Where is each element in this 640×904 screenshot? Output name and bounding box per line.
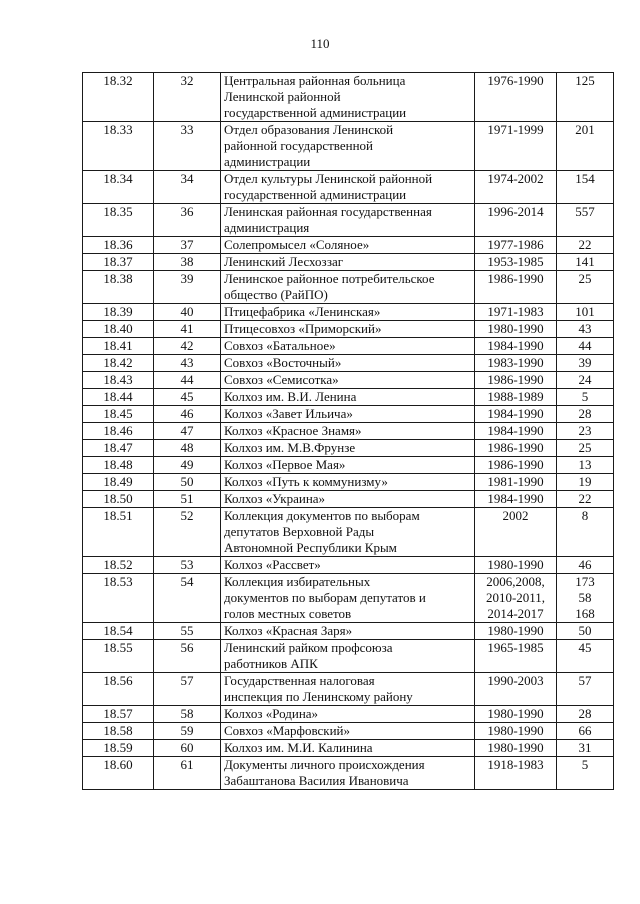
- count-cell-line: 5: [581, 389, 589, 404]
- count-cell: [557, 474, 614, 491]
- section-number-cell: 18.56: [83, 673, 154, 706]
- fond-name-cell: [221, 122, 475, 171]
- fond-name-cell-line: Забаштанова Василия Ивановича: [224, 773, 409, 788]
- years-cell-line: 1977-1986: [487, 237, 544, 252]
- years-cell-line: 1984-1990: [487, 338, 544, 353]
- section-number-cell: 18.54: [83, 623, 154, 640]
- count-cell: [557, 406, 614, 423]
- fond-name-cell-line: Документы личного происхождения: [224, 757, 425, 772]
- fond-name-cell: [221, 508, 475, 557]
- table-row: [83, 237, 614, 254]
- count-cell: [557, 254, 614, 271]
- count-cell-line: 8: [581, 508, 589, 523]
- count-cell: [557, 673, 614, 706]
- fond-name-cell-line: Солепромысел «Соляное»: [224, 237, 370, 252]
- section-number-cell: 18.55: [83, 640, 154, 673]
- count-cell-line: 22: [578, 237, 592, 252]
- count-cell: [557, 73, 614, 122]
- table-row: [83, 122, 614, 171]
- years-cell-line: 2002: [502, 508, 529, 523]
- count-cell-line: 28: [578, 406, 592, 421]
- section-number-cell: 18.44: [83, 389, 154, 406]
- count-cell-line: 101: [575, 304, 595, 319]
- years-cell: [475, 271, 557, 304]
- count-cell-line: 201: [575, 122, 595, 137]
- section-number-cell: 18.58: [83, 723, 154, 740]
- years-cell-line: 1980-1990: [487, 557, 544, 572]
- fond-name-cell-line: депутатов Верховной Рады: [224, 524, 375, 539]
- years-cell: [475, 673, 557, 706]
- years-cell-line: 1974-2002: [487, 171, 544, 186]
- section-number-cell: 18.34: [83, 171, 154, 204]
- count-cell: [557, 338, 614, 355]
- section-number-cell: 18.50: [83, 491, 154, 508]
- count-cell: [557, 389, 614, 406]
- years-cell: [475, 254, 557, 271]
- years-cell-line: 2006,2008,: [486, 574, 545, 589]
- fond-name-cell-line: Совхоз «Марфовский»: [224, 723, 351, 738]
- years-cell: [475, 423, 557, 440]
- years-cell-line: 2014-2017: [487, 606, 544, 621]
- fond-name-cell-line: Коллекция избирательных: [224, 574, 371, 589]
- years-cell-line: 1988-1989: [487, 389, 544, 404]
- count-cell-line: 25: [578, 440, 592, 455]
- fond-name-cell-line: государственной администрации: [224, 187, 407, 202]
- count-cell: [557, 740, 614, 757]
- fond-name-cell-line: работников АПК: [224, 656, 318, 671]
- section-number-cell: 18.38: [83, 271, 154, 304]
- fond-name-cell: [221, 640, 475, 673]
- count-cell: [557, 237, 614, 254]
- years-cell: [475, 389, 557, 406]
- fond-number-cell: 59: [154, 723, 221, 740]
- count-cell-line: 13: [578, 457, 592, 472]
- fond-number-cell: 36: [154, 204, 221, 237]
- fond-number-cell: 52: [154, 508, 221, 557]
- table-row: [83, 321, 614, 338]
- fond-name-cell-line: голов местных советов: [224, 606, 352, 621]
- fond-name-cell-line: Ленинской районной: [224, 89, 341, 104]
- fond-name-cell: [221, 355, 475, 372]
- years-cell: [475, 491, 557, 508]
- fond-name-cell-line: Колхоз «Путь к коммунизму»: [224, 474, 388, 489]
- years-cell-line: 1918-1983: [487, 757, 544, 772]
- fond-number-cell: 38: [154, 254, 221, 271]
- fond-number-cell: 41: [154, 321, 221, 338]
- fond-number-cell: 51: [154, 491, 221, 508]
- count-cell: [557, 355, 614, 372]
- years-cell: [475, 508, 557, 557]
- fond-name-cell: [221, 237, 475, 254]
- fond-name-cell: [221, 740, 475, 757]
- fond-name-cell: [221, 389, 475, 406]
- fond-name-cell: [221, 757, 475, 790]
- fond-name-cell: [221, 372, 475, 389]
- count-cell-line: 19: [578, 474, 592, 489]
- count-cell: [557, 508, 614, 557]
- fond-name-cell-line: Колхоз им. В.И. Ленина: [224, 389, 357, 404]
- table-row: [83, 171, 614, 204]
- years-cell: [475, 640, 557, 673]
- section-number-cell: 18.51: [83, 508, 154, 557]
- fond-number-cell: 57: [154, 673, 221, 706]
- count-cell-line: 50: [578, 623, 592, 638]
- fond-name-cell-line: Государственная налоговая: [224, 673, 375, 688]
- years-cell: [475, 372, 557, 389]
- fond-name-cell-line: Центральная районная больница: [224, 73, 406, 88]
- fond-number-cell: 46: [154, 406, 221, 423]
- fond-name-cell-line: Колхоз «Украина»: [224, 491, 326, 506]
- table-row: [83, 204, 614, 237]
- count-cell-line: 22: [578, 491, 592, 506]
- fond-number-cell: 61: [154, 757, 221, 790]
- section-number-cell: 18.36: [83, 237, 154, 254]
- fond-name-cell-line: Колхоз «Рассвет»: [224, 557, 321, 572]
- years-cell: [475, 474, 557, 491]
- table-row: [83, 740, 614, 757]
- years-cell-line: 1965-1985: [487, 640, 544, 655]
- table-row: [83, 557, 614, 574]
- table-row: [83, 254, 614, 271]
- count-cell-line: 39: [578, 355, 592, 370]
- years-cell-line: 1984-1990: [487, 406, 544, 421]
- section-number-cell: 18.53: [83, 574, 154, 623]
- table-row: [83, 304, 614, 321]
- fond-name-cell-line: Совхоз «Батальное»: [224, 338, 336, 353]
- fond-name-cell: [221, 440, 475, 457]
- fond-name-cell: [221, 706, 475, 723]
- count-cell: [557, 706, 614, 723]
- count-cell: [557, 423, 614, 440]
- years-cell-line: 1981-1990: [487, 474, 544, 489]
- count-cell-line: 44: [578, 338, 592, 353]
- table-row: [83, 491, 614, 508]
- fond-name-cell-line: государственной администрации: [224, 105, 407, 120]
- years-cell: [475, 237, 557, 254]
- years-cell-line: 1986-1990: [487, 372, 544, 387]
- section-number-cell: 18.60: [83, 757, 154, 790]
- fond-name-cell: [221, 557, 475, 574]
- years-cell-line: 2010-2011,: [485, 590, 546, 605]
- years-cell-line: 1986-1990: [487, 271, 544, 286]
- table-row: [83, 474, 614, 491]
- fond-number-cell: 53: [154, 557, 221, 574]
- section-number-cell: 18.57: [83, 706, 154, 723]
- section-number-cell: 18.39: [83, 304, 154, 321]
- years-cell: [475, 740, 557, 757]
- count-cell-line: 168: [575, 606, 595, 621]
- fond-number-cell: 42: [154, 338, 221, 355]
- count-cell: [557, 757, 614, 790]
- fond-number-cell: 34: [154, 171, 221, 204]
- years-cell-line: 1984-1990: [487, 423, 544, 438]
- years-cell-line: 1980-1990: [487, 321, 544, 336]
- table-body: [83, 73, 614, 790]
- years-cell: [475, 706, 557, 723]
- section-number-cell: 18.52: [83, 557, 154, 574]
- fond-number-cell: 44: [154, 372, 221, 389]
- count-cell: [557, 271, 614, 304]
- years-cell-line: 1971-1999: [487, 122, 544, 137]
- section-number-cell: 18.35: [83, 204, 154, 237]
- count-cell: [557, 723, 614, 740]
- table-row: [83, 508, 614, 557]
- fond-number-cell: 54: [154, 574, 221, 623]
- years-cell: [475, 557, 557, 574]
- years-cell-line: 1980-1990: [487, 623, 544, 638]
- fond-name-cell-line: документов по выборам депутатов и: [224, 590, 426, 605]
- section-number-cell: 18.48: [83, 457, 154, 474]
- count-cell-line: 43: [578, 321, 592, 336]
- fond-number-cell: 56: [154, 640, 221, 673]
- count-cell-line: 58: [578, 590, 592, 605]
- table-row: [83, 440, 614, 457]
- fond-name-cell-line: Колхоз «Красное Знамя»: [224, 423, 362, 438]
- count-cell-line: 173: [575, 574, 595, 589]
- fond-name-cell: [221, 574, 475, 623]
- table-row: [83, 423, 614, 440]
- fond-name-cell: [221, 171, 475, 204]
- fond-name-cell-line: Отдел образования Ленинской: [224, 122, 394, 137]
- fond-name-cell-line: Колхоз «Красная Заря»: [224, 623, 353, 638]
- fond-name-cell: [221, 474, 475, 491]
- fond-number-cell: 39: [154, 271, 221, 304]
- fond-name-cell: [221, 673, 475, 706]
- table-row: [83, 640, 614, 673]
- fond-name-cell: [221, 491, 475, 508]
- count-cell-line: 28: [578, 706, 592, 721]
- count-cell: [557, 557, 614, 574]
- years-cell-line: 1980-1990: [487, 723, 544, 738]
- fond-name-cell-line: Автономной Республики Крым: [224, 540, 397, 555]
- fond-number-cell: 37: [154, 237, 221, 254]
- table-row: [83, 372, 614, 389]
- count-cell-line: 557: [575, 204, 595, 219]
- fond-name-cell-line: Совхоз «Семисотка»: [224, 372, 339, 387]
- fond-name-cell-line: Колхоз «Первое Мая»: [224, 457, 346, 472]
- fond-number-cell: 60: [154, 740, 221, 757]
- fond-name-cell: [221, 623, 475, 640]
- fond-name-cell: [221, 723, 475, 740]
- fond-name-cell-line: общество (РайПО): [224, 287, 328, 302]
- fond-number-cell: 55: [154, 623, 221, 640]
- section-number-cell: 18.37: [83, 254, 154, 271]
- years-cell-line: 1971-1983: [487, 304, 544, 319]
- count-cell: [557, 321, 614, 338]
- section-number-cell: 18.59: [83, 740, 154, 757]
- years-cell: [475, 406, 557, 423]
- fond-name-cell: [221, 406, 475, 423]
- fond-number-cell: 50: [154, 474, 221, 491]
- fond-name-cell-line: Колхоз «Завет Ильича»: [224, 406, 353, 421]
- count-cell: [557, 440, 614, 457]
- years-cell-line: 1953-1985: [487, 254, 544, 269]
- count-cell: [557, 204, 614, 237]
- fond-name-cell: [221, 338, 475, 355]
- fond-name-cell-line: Ленинский Лесхоззаг: [224, 254, 344, 269]
- count-cell: [557, 457, 614, 474]
- years-cell-line: 1980-1990: [487, 740, 544, 755]
- section-number-cell: 18.42: [83, 355, 154, 372]
- years-cell: [475, 623, 557, 640]
- years-cell-line: 1990-2003: [487, 673, 544, 688]
- count-cell-line: 66: [578, 723, 592, 738]
- count-cell-line: 31: [578, 740, 592, 755]
- table-row: [83, 389, 614, 406]
- years-cell: [475, 355, 557, 372]
- years-cell: [475, 338, 557, 355]
- fond-number-cell: 49: [154, 457, 221, 474]
- fond-name-cell: [221, 73, 475, 122]
- fond-number-cell: 58: [154, 706, 221, 723]
- fond-name-cell: [221, 423, 475, 440]
- table-row: [83, 338, 614, 355]
- years-cell-line: 1983-1990: [487, 355, 544, 370]
- table-row: [83, 406, 614, 423]
- years-cell: [475, 171, 557, 204]
- fond-name-cell: [221, 204, 475, 237]
- years-cell-line: 1984-1990: [487, 491, 544, 506]
- count-cell-line: 154: [575, 171, 595, 186]
- section-number-cell: 18.40: [83, 321, 154, 338]
- table-row: [83, 757, 614, 790]
- section-number-cell: 18.32: [83, 73, 154, 122]
- fond-number-cell: 43: [154, 355, 221, 372]
- table-row: [83, 574, 614, 623]
- fond-name-cell-line: Ленинская районная государственная: [224, 204, 432, 219]
- archive-fonds-table: [82, 72, 614, 790]
- fond-name-cell-line: Колхоз «Родина»: [224, 706, 319, 721]
- fond-number-cell: 48: [154, 440, 221, 457]
- fond-name-cell-line: Ленинское районное потребительское: [224, 271, 435, 286]
- years-cell: [475, 457, 557, 474]
- fond-name-cell: [221, 271, 475, 304]
- years-cell: [475, 122, 557, 171]
- section-number-cell: 18.41: [83, 338, 154, 355]
- table-row: [83, 723, 614, 740]
- years-cell-line: 1986-1990: [487, 440, 544, 455]
- fond-number-cell: 32: [154, 73, 221, 122]
- fond-name-cell-line: Отдел культуры Ленинской районной: [224, 171, 433, 186]
- count-cell: [557, 171, 614, 204]
- count-cell-line: 141: [575, 254, 595, 269]
- fond-name-cell-line: Птицесовхоз «Приморский»: [224, 321, 382, 336]
- count-cell-line: 125: [575, 73, 595, 88]
- table-row: [83, 623, 614, 640]
- section-number-cell: 18.49: [83, 474, 154, 491]
- years-cell: [475, 204, 557, 237]
- count-cell-line: 23: [578, 423, 592, 438]
- fond-number-cell: 33: [154, 122, 221, 171]
- years-cell: [475, 574, 557, 623]
- table-row: [83, 706, 614, 723]
- fond-name-cell-line: Совхоз «Восточный»: [224, 355, 342, 370]
- section-number-cell: 18.46: [83, 423, 154, 440]
- table-row: [83, 355, 614, 372]
- section-number-cell: 18.47: [83, 440, 154, 457]
- count-cell-line: 24: [578, 372, 592, 387]
- fond-name-cell: [221, 304, 475, 321]
- table-row: [83, 73, 614, 122]
- count-cell: [557, 623, 614, 640]
- fond-number-cell: 40: [154, 304, 221, 321]
- fond-name-cell-line: районной государственной: [224, 138, 373, 153]
- fond-name-cell-line: Ленинский райком профсоюза: [224, 640, 393, 655]
- count-cell-line: 57: [578, 673, 592, 688]
- fond-name-cell-line: Колхоз им. М.В.Фрунзе: [224, 440, 356, 455]
- count-cell: [557, 304, 614, 321]
- fond-name-cell: [221, 457, 475, 474]
- fond-name-cell: [221, 321, 475, 338]
- fond-name-cell-line: Колхоз им. М.И. Калинина: [224, 740, 373, 755]
- fond-name-cell-line: Птицефабрика «Ленинская»: [224, 304, 381, 319]
- fond-name-cell-line: инспекция по Ленинскому району: [224, 689, 413, 704]
- section-number-cell: 18.43: [83, 372, 154, 389]
- fond-number-cell: 47: [154, 423, 221, 440]
- count-cell-line: 25: [578, 271, 592, 286]
- years-cell-line: 1976-1990: [487, 73, 544, 88]
- fond-name-cell-line: Коллекция документов по выборам: [224, 508, 420, 523]
- count-cell: [557, 491, 614, 508]
- fond-name-cell-line: администрации: [224, 154, 311, 169]
- years-cell-line: 1986-1990: [487, 457, 544, 472]
- count-cell: [557, 640, 614, 673]
- table-row: [83, 457, 614, 474]
- years-cell: [475, 73, 557, 122]
- fond-number-cell: 45: [154, 389, 221, 406]
- years-cell: [475, 304, 557, 321]
- count-cell-line: 46: [578, 557, 592, 572]
- count-cell: [557, 122, 614, 171]
- section-number-cell: 18.33: [83, 122, 154, 171]
- fond-name-cell: [221, 254, 475, 271]
- years-cell-line: 1980-1990: [487, 706, 544, 721]
- years-cell-line: 1996-2014: [487, 204, 544, 219]
- years-cell: [475, 723, 557, 740]
- page-number: 110: [310, 36, 330, 51]
- count-cell: [557, 574, 614, 623]
- years-cell: [475, 321, 557, 338]
- fond-name-cell-line: администрация: [224, 220, 310, 235]
- table-row: [83, 271, 614, 304]
- section-number-cell: 18.45: [83, 406, 154, 423]
- table-row: [83, 673, 614, 706]
- years-cell: [475, 440, 557, 457]
- count-cell: [557, 372, 614, 389]
- years-cell: [475, 757, 557, 790]
- count-cell-line: 5: [581, 757, 589, 772]
- count-cell-line: 45: [578, 640, 592, 655]
